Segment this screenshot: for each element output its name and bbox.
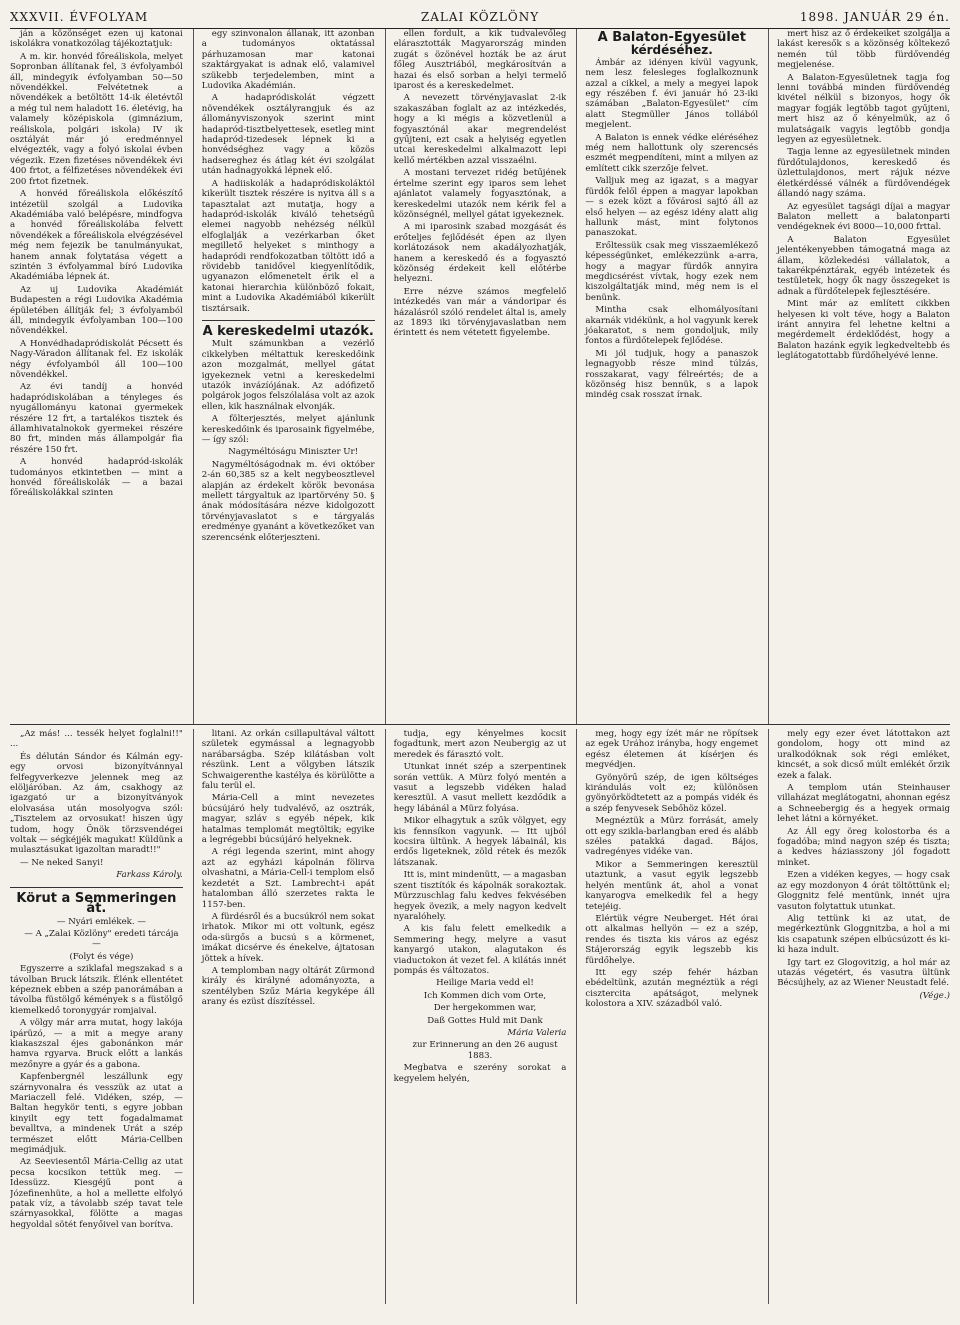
paragraph: A nevezett törvényjavaslat 2-ik szakaszában foglalt az az intézkedés, hogy a ki mégis a közvetlenül a fogyasztónál akar megrendelést gyűjteni, ezt csak a helyiség egyetlen utcai kereskedelmi alkalmazott lepi kellő mértékben azzal visszaélni. xyxy=(393,93,567,166)
article-source: — A „Zalai Közlöny" eredeti tárcája — xyxy=(24,928,179,950)
paragraph: litani. Az orkán csillapultával váltott születek egymással a legnagyobb narábarságba. Szép kilátásban volt részünk. Lent a völgyben látszik Schwaigerenthe kastélya és körülötte a falu terül el. xyxy=(201,729,375,792)
feuilleton-section xyxy=(10,724,950,1314)
paragraph: Elértük végre Neuberget. Hét órai ott alkalmas hellyön — ez a szép, rendes és tiszta kis város az egész Stájerország egyik legszebb kis fürdőhelye. xyxy=(585,913,759,966)
poem-dedication: zur Erinnerung an den 26 august 1883. xyxy=(412,1040,558,1061)
article-subheading: kérdéséhez. xyxy=(630,43,713,58)
paragraph: A honvéd hadapród-iskolák tudományos etkintetben — mint a honvéd főreáliskolák — a bazai főreáliskolákkal szinten xyxy=(10,457,183,499)
poem-line: Daß Gottes Huld mit Dank xyxy=(427,1015,543,1026)
article-end-mark: (Vége.) xyxy=(919,990,950,1001)
paragraph: Mária-Cell a mint nevezetes búcsújáró hely tudvalévő, az osztrák, magyar, szláv s egyéb népek, kik hatalmas templomát megtöltik; egyike a legrégebbi búcsújáró helyeknek. xyxy=(201,793,375,846)
paragraph: Ámbár az idényen kívül vagyunk, nem lesz felesleges foglalkoznunk azzal a cikkel, a mely a megyei lapok egy részében f. évi január hó 23-iki számában „Balaton-Egyesület" cím alatt Stegmüller János tollából megjelent. xyxy=(585,57,759,131)
masthead xyxy=(10,6,950,29)
paragraph: A mi iparosink szabad mozgását és erőteljes fejlődését épen az ilyen korlátozások nem akadályozhatják, hanem a kereskedő és a fogyasztó közönség érdekeit kell előtérbe helyezni. xyxy=(393,222,567,285)
paragraph: Az évi tandíj a honvéd hadapródiskolában a tényleges és nyugállományu katonai gyermekek részére 12 frt, a tartalékos tisztek és államhivatalnokok gyermekei részére 80 frt, minden más állampolgár fia részére 150 frt. xyxy=(10,382,183,455)
paragraph: A hadapródiskolát végzett növendékek osztályrangjuk és az állományviszonyok szerint mint hadapród-tisztbelyettesek, esetleg mint hadapród-tizedesek lépnek ki a honvédséghez vagy a közös hadsereghez és átlag két évi szolgálat után hadnagyokká lépnek elő. xyxy=(201,93,375,177)
paragraph: A honvéd főreáliskola előkészítő intézetül szolgál a Ludovika Akadémiába való belépésre, mindfogva a honvéd főreáliskolába felvett növendékek a főreáliskola elvégzésével még nem fejezik be tanulmányukat, hanem annak folytatása végett a szintén 3 évfolyammal bíró Ludovika Akadémiába lépnek át. xyxy=(10,189,183,283)
paragraph: Mint már az említett cikkben helyesen ki volt téve, hogy a Balaton iránt annyira fel lehetne keltni a megérdemelt érdeklődést, hogy a Balaton hazánk egyik legkedveltebb és leglátogatottabb fürdőhelyévé lenne. xyxy=(777,299,950,362)
paragraph: Az Áll egy öreg kolostorba és a fogadóba; mind nagyon szép és tiszta; a kedves háziasszony jól fogadott minket. xyxy=(777,826,950,868)
top-column-4 xyxy=(576,29,758,724)
paragraph: A Balaton Egyesület jelentékenyebben támogatná maga az állam, közlekedési vállalatok, a takarékpénztárak, egyéb intézetek és testületek, hogy ők nagy összegeket is adnak a fürdőtelepek fejlesztésére. xyxy=(777,234,950,297)
bottom-column-2 xyxy=(193,729,375,1304)
article-continuation: (Folyt és vége) xyxy=(69,951,134,962)
bottom-column-5 xyxy=(768,729,950,1304)
paragraph: Alig tettünk ki az utat, de megérkeztünk Gloggnitzba, a hol a mi kis csapatunk szépen elbúcsúzott és ki-ki haza indult. xyxy=(777,913,950,956)
salutation: Nagyméltóságu Miniszter Ur! xyxy=(228,447,359,458)
paragraph: Mintha csak elhomályosítani akarnák vidékünk, a hol vagyunk kerek jóakaratot, s nem gondoljuk, mily fontos a fürdőtelepek fejlődése. xyxy=(585,305,759,347)
paragraph: meg, hogy egy ízét már ne röpítsek az egek Urához irányba, hogy engemet egész életemen át kísérjen és megvédjen. xyxy=(585,729,759,771)
paragraph: Megnéztük a Mürz forrását, amely ott egy szikla-barlangban ered és alább széles patakká dagad. Bájos, vadregényes vidéke van. xyxy=(585,816,759,858)
paragraph: A fölterjesztés, melyet ajánlunk kereskedőink és iparosaink figyelmébe, — így szól: xyxy=(201,414,375,446)
paragraph: A Balaton is ennek védke eléréséhez még nem hallottunk oly szerencsés eszmét megpendíteni, mint a milyen az említett cikk szerzője felvet. xyxy=(585,132,759,174)
bottom-column-3 xyxy=(385,729,567,1304)
paragraph: A templom után Steinhauser villaházat meglátogatni, ahonnan egész a Schneebergig és a hegyek ormaig lehet látni a környéket. xyxy=(777,783,950,825)
paragraph: mert hisz az ő érdekeiket szolgálja a lakást keresők s a közönség költekező nemén túl több fürdővendég megjelenése. xyxy=(777,29,950,71)
paragraph: Mi jól tudjuk, hogy a panaszok legnagyobb része mind túlzás, rosszakarat, vagy félreértés; de a közönség hisz bennük, s a lapok mindég csak rosszat írnak. xyxy=(585,348,759,401)
paragraph: A fürdésről és a bucsúkról nem sokat irhatok. Mikor mi ott voltunk, egész oda-sürgős a bucsú s a körmenet, imákat dicsérve és énekelve, ájtatosan jöttek a hívek. xyxy=(201,911,375,964)
top-section xyxy=(10,29,950,724)
newspaper-title: ZALAI KÖZLÖNY xyxy=(420,10,540,24)
article-heading: A Balaton-Egyesület xyxy=(597,30,746,45)
paragraph: Megbatva e szerény sorokat a kegyelem helyén, xyxy=(393,1063,567,1084)
paragraph: Valljuk meg az igazat, s a magyar fürdők felől éppen a magyar lapokban — s ezek közt a fővárosi sajtó áll az első helyen — az egész idény alatt alig hallunk mást, mint folytonos panaszokat. xyxy=(585,176,759,239)
article-heading: Körut a Semmeringen át. xyxy=(16,890,177,917)
paragraph: Tagja lenne az egyesületnek minden fürdőtulajdonos, kereskedő és üzlettulajdonos, mert rájuk nézve életkérdéssé válnék a fürdővendégek állandó nagy száma. xyxy=(777,147,950,200)
poem-signature: Mária Valeria xyxy=(507,1027,567,1038)
poem-line: Der hergekommen war, xyxy=(433,1003,537,1014)
bottom-column-1 xyxy=(10,729,183,1304)
divider xyxy=(10,887,183,888)
paragraph: ellen fordult, a kik tudvalevőleg elárasztották Magyarország minden zugát s özönével hozták be az árut főleg Ausztriából, megkárosítván a hazai és első sorban a helyi termelő iparost és a kereskedelmet. xyxy=(393,29,567,92)
paragraph: Utunkat innét szép a szerpentinek során vettük. A Mürz folyó mentén a vasut a legszebb vidéken halad keresztül. A vasut mellett kezdődik a hegy lábánál a Mürz folyása. xyxy=(393,762,567,814)
paragraph: A régi legenda szerint, mint ahogy azt az egyházi kápolnán fölirva olvashatni, a Mária-Cell-i templom első kezdetét a Szt. Lambrecht-i apát hatalomban álló szerzetes rakta le 1157-ben. xyxy=(201,847,375,910)
poem-line: Ich Kommen dich vom Orte, xyxy=(423,990,547,1001)
issue-date: 1898. JANUÁR 29 én. xyxy=(799,10,950,24)
paragraph: Gyönyörű szép, de igen költséges kirándulás volt ez; különösen gyönyörködtetett az a pompás vidék és a szép fenyvesek Sebőhöz közel. xyxy=(585,772,759,814)
paragraph: — Ne neked Sanyi! xyxy=(20,857,104,868)
paragraph: Ezen a vidéken kegyes, — hogy csak az egy mozdonyon 4 órát töltöttünk el; Gloggnitz felé mentünk, innét ujra vasuton folytattuk utunkat. xyxy=(777,870,950,912)
bottom-column-4 xyxy=(576,729,758,1304)
volume-label: XXXVII. ÉVFOLYAM xyxy=(10,10,149,24)
paragraph: A Honvédhadapródiskolát Pécsett és Nagy-Váradon állítanak fel. Ez iskolák négy évfolyamból áll 100—100 növendékkel. xyxy=(10,338,183,380)
paragraph: Az uj Ludovika Akadémiát Budapesten a régi Ludovika Akadémia épületében állítják fel; 3 évfolyamból áll, mindegyik évfolyamban 100—100 növendékkel. xyxy=(10,284,183,337)
paragraph: egy szinvonalon állanak, itt azonban a tudományos oktatással párhuzamosan mar katonai szaktárgyakat is adnak elő, valamivel szükebb terjedelemben, mint a Ludovika Akadémián. xyxy=(201,29,375,92)
paragraph: Mikor a Semmeringen keresztül utaztunk, a vasut egyik legszebb helyén mentünk át, ahol a vonat kanyarogva emelkedik fel a hegy tetejéig. xyxy=(585,859,759,912)
paragraph: A templomban nagy oltárát Zürmond király és királyné adományozta, a szentélyben Szűz Mária kegyképe áll arany és ezüst díszítéssel. xyxy=(201,965,375,1008)
paragraph: A kis falu felett emelkedik a Semmering hegy, melyre a vasut kanyargó utakon, alagutakon és viaductokon át vezet fel. A kilátás innét pompás és változatos. xyxy=(393,924,567,976)
top-column-5 xyxy=(768,29,950,724)
paragraph: Kapfenbergnél leszállunk egy szárnyvonalra és vesszük az utat a Mariaczell felé. Vidéken, szép, — Baltan hegykör tenti, s egyre jobban kinyilt egy tett fogadalmamat bevalltva, a mindenek Urát a szép természet előtt Mária-Cellben megimádjuk. xyxy=(10,1072,183,1156)
top-column-3 xyxy=(385,29,567,724)
paragraph: Mikor elhagytuk a szűk völgyet, egy kis fennsíkon vagyunk. — Itt ujból kocsira ültünk. A hegyek lábainál, kis erdős ligeteknek, zöld rétek és mezők látszanak. xyxy=(393,816,567,868)
paragraph: A hadiiskolák a hadapródiskoláktól kikerült tisztek részére is nyitva áll s a tapasztalat azt mutatja, hogy a hadapród-iskolák kiváló tehetségű elemei nagyobb nehézség nélkül elfoglalják a vezérkarban őket megillető helyeket s minthogy a hadapródi rendfokozatban töltött idő a rövidebb tanidővel kiegyenlítődik, ugyanazon előmenetelt érik el a katonai hierarchia különböző fokait, mint a Ludovika Akadémiából kikerült tisztársaik. xyxy=(201,178,375,314)
top-column-1 xyxy=(10,29,183,724)
paragraph: Nagyméltóságodnak m. évi október 2-án 60,385 sz a kelt negybeosztlevel alapján az érdekelt körök bevonása mellett tárgyaltuk az ipartörvény 50. § ának módosítására nézve kidolgozott törvényjavaslatot s e tárgyalás eredménye gyanánt a következőket van szerencsénk előterjeszteni. xyxy=(201,459,375,543)
poem-line: Heilige Maria vedd el! xyxy=(436,978,534,989)
paragraph: A m. kir. honvéd főreáliskola, melyet Sopronban állítanak fel, 3 évfolyamból áll, mindegyik évfolyamban 50—50 növendékkel. Felvétetnek a növendékek a betöltött 14-ik életévtől a még tul nem haladott 16. életévig, ha valamely középiskola (gimnázium, reáliskola, polgári iskola) IV ik osztályát már jó eredménnyel elvégezték, vagy a folyó iskolai évben végezik. Ezen fizetéses növendékek évi 400 frtot, a félfizetéses növendékek évi 200 frtot fizetnek. xyxy=(10,51,183,187)
paragraph: mely egy ezer évet látottakon azt gondolom, hogy ott mind az uralkodóknak sok régi emléket, kincsét, a sok dicső múlt emlékét őrzik ezek a falak. xyxy=(777,729,950,781)
paragraph: Itt is, mint mindenütt, — a magasban szent tisztítók és kápolnák sorakoztak. Mürzzuschlag falu kedves fekvésében hegyek övezik, a mely nagyon kedvelt nyaralóhely. xyxy=(393,870,567,922)
paragraph: Az egyesület tagsági díjai a magyar Balaton mellett a balatonparti vendégeknek évi 8000—10,000 frttal. xyxy=(777,201,950,233)
paragraph: tudja, egy kényelmes kocsit fogadtunk, mert azon Neubergig az ut meredek és fárasztó volt. xyxy=(393,729,567,760)
paragraph: Itt egy szép fehér házban ebédeltünk, azután megnéztük a régi cisztercita apátságot, melynek kolostora a XIV. századból való. xyxy=(585,967,759,1010)
paragraph: Mult számunkban a vezérlő cikkelyben méltattuk kereskedőink azon mozgalmát, mellyel gátat igyekeznek vetni a kereskedelmi utazók invázíójának. Az adófizető polgárok jogos felszólalása volt az azok ellen, kik használnak elvonják. xyxy=(201,339,375,412)
paragraph: És délután Sándor és Kálmán egy-egy orvosi bizonyítvánnyal felfegyverkezve jelennek meg az elöljáróban. Az ám, csakhogy az igazgató ur a bizonyítványok elolvasása után mosolyogva szól: „Tisztelem az orvosukat! hiszen úgy tudom, hogy Önök törzsvendégei voltak — ségkéjjék magukat! Küldünk a mulasztásukat igazoltan maradt!!" xyxy=(10,751,183,856)
author-signature: Farkass Károly. xyxy=(116,870,183,881)
paragraph: Igy tart ez Glogovitzig, a hol már az utazás végetért, és vasutra ültünk Bécsújhely, az az Wiener Neustadt felé. xyxy=(777,957,950,989)
paragraph: ján a közönséget ezen uj katonai iskolákra vonatkozólag tájékoztatjuk: xyxy=(10,29,183,50)
paragraph: Egyszerre a sziklafal megszakad s a távolban Bruck látszik. Élénk ellentétet képeznek ebben a szép panorámában a távolba füstölgő kémények s a füstölgő kiemelkedő toronygyár romjaival. xyxy=(10,964,183,1016)
paragraph: „Az más! ... tessék helyet foglalni!!" ... xyxy=(10,729,183,750)
paragraph: A völgy már arra mutat, hogy lakója ipárüzó, — a mit a megye arany kiakaszszal éjes gabonánkon már hamva rgyarva. Bruck előtt a lankás mezőnyre a gyár és a gabona. xyxy=(10,1018,183,1070)
paragraph: Erre nézve számos megfelelő intézkedés van már a vándoripar és házalásról szóló rendelet által is, amely az 1893 iki törvényjavaslatban nem érintett és nem vétetett figyelembe. xyxy=(393,286,567,339)
paragraph: A mostani tervezet ridég betűjének értelme szerint egy iparos sem lehet ajánlatot valamely fogyasztónak, a kereskedelmi utazók nem kérik fel a közönségnél, mellyel gátat igyekeznek. xyxy=(393,168,567,220)
paragraph: Az Seeviesentől Mária-Cellig az utat pecsa kocsikon tettük meg. — Idessüzz. Kiesgéjű pont a Józefinenhüte, a hol a mellette elfolyó patak víz, a távolabb szép tavat tele szárnyasokkal, fölötte a magas hegyoldal sötét fenyőivel van borítva. xyxy=(10,1157,183,1230)
paragraph: A Balaton-Egyesületnek tagja fog lenni továbbá minden fürdővendég kivétel nélkül s bizonyos, hogy ők magyar fogják legtöbb tagot gyűjteni, mert hisz az ő kényelmük, az ő mulatságaik vagyis legtöbb gondja legyen az egyesületnek. xyxy=(777,72,950,146)
divider xyxy=(202,320,375,321)
paragraph: Erőltessük csak meg visszaemlékező képességünket, emlékezzünk a-arra, hogy a magyar fürdők annyira megdicsérést vívtak, hogy ezek nem kiszolgáltatják mind, még nem is el benünk. xyxy=(585,240,759,303)
article-heading: A kereskedelmi utazók. xyxy=(202,323,374,339)
article-subtitle: — Nyári emlékek. — xyxy=(56,916,146,927)
top-column-2 xyxy=(193,29,375,724)
